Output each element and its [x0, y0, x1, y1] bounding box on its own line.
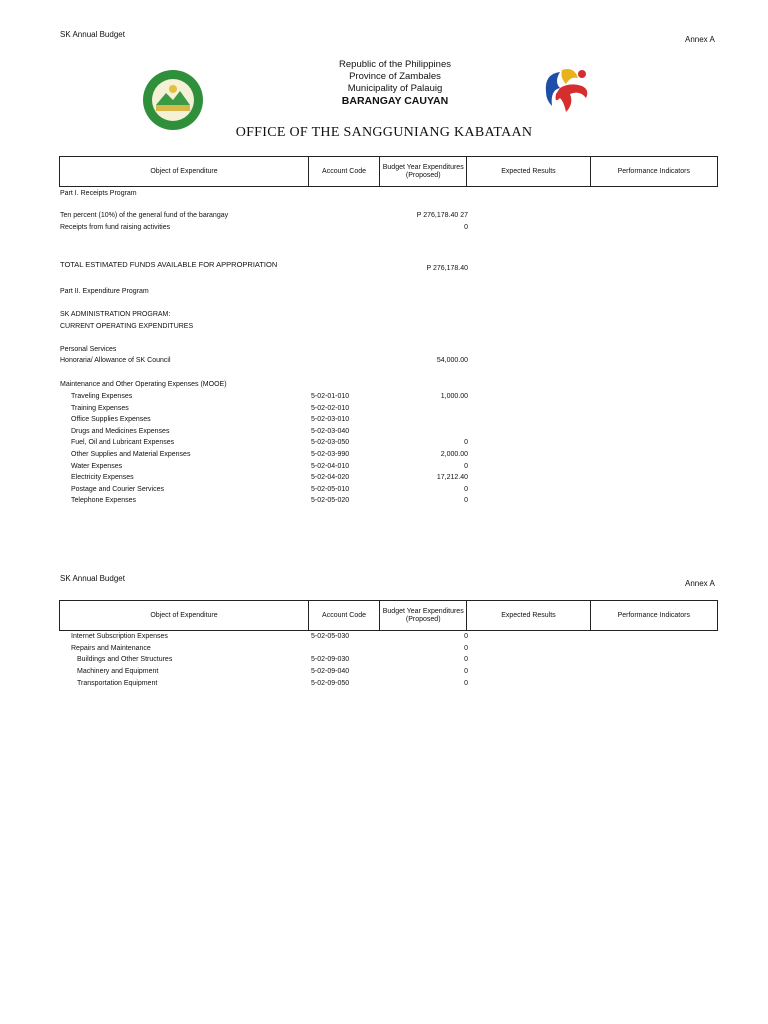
- expense-item-amount: 0: [464, 644, 468, 652]
- mooe-item-account-code: 5-02-03-050: [311, 439, 350, 447]
- doc-label: SK Annual Budget: [60, 574, 125, 583]
- total-funds-label: TOTAL ESTIMATED FUNDS AVAILABLE FOR APPROPRIATION: [60, 260, 278, 269]
- col-performance-indicators: Performance Indicators: [590, 157, 717, 187]
- mooe-item-amount: 0: [464, 485, 468, 493]
- receipt-label: Receipts from fund raising activities: [60, 224, 171, 231]
- col-object: Object of Expenditure: [60, 157, 309, 187]
- col-expected-results: Expected Results: [467, 601, 590, 631]
- mooe-item-account-code: 5-02-04-010: [311, 462, 350, 470]
- ps-item-amount: 54,000.00: [436, 357, 468, 364]
- annex-label: Annex A: [685, 35, 715, 44]
- mooe-item-amount: 0: [464, 439, 468, 447]
- expense-item-account-code: 5-02-05-030: [311, 633, 350, 640]
- mooe-item-account-code: 5-02-03-040: [311, 427, 350, 435]
- mooe-item-label: Electricity Expenses: [71, 474, 134, 482]
- personal-services-heading: Personal Services: [60, 346, 117, 353]
- annex-label: Annex A: [685, 579, 715, 588]
- mooe-item-label: Water Expenses: [71, 462, 123, 470]
- col-budget-year: Budget Year Expenditures (Proposed): [380, 157, 467, 187]
- mooe-item-label: Traveling Expenses: [71, 393, 133, 400]
- part2-heading: Part II. Expenditure Program: [60, 288, 149, 295]
- mooe-item-account-code: 5-02-01-010: [311, 393, 350, 400]
- expense-item-account-code: 5-02-09-050: [311, 679, 350, 687]
- expense-item-label: Machinery and Equipment: [77, 668, 159, 676]
- mooe-item-amount: 1,000.00: [440, 393, 468, 400]
- header-republic: Republic of the Philippines: [339, 59, 451, 70]
- col-budget-year: Budget Year Expenditures (Proposed): [380, 601, 467, 631]
- mooe-item-label: Postage and Courier Services: [71, 485, 164, 493]
- mooe-item-amount: 17,212.40: [436, 474, 468, 482]
- expense-item-label: Internet Subscription Expenses: [71, 633, 168, 640]
- barangay-seal-logo: [142, 69, 204, 131]
- expense-item-label: Transportation Equipment: [77, 679, 158, 687]
- mooe-item-label: Training Expenses: [71, 404, 129, 412]
- mooe-item-amount: 0: [464, 497, 468, 505]
- mooe-item-account-code: 5-02-03-990: [311, 451, 350, 458]
- receipt-amount: P 276,178.40 27: [416, 212, 468, 219]
- mooe-item-account-code: 5-02-03-010: [311, 416, 350, 424]
- expense-item-account-code: 5-02-09-030: [311, 656, 350, 664]
- col-account-code: Account Code: [308, 157, 379, 187]
- column-header-table: [59, 600, 718, 631]
- header-province: Province of Zambales: [349, 71, 441, 82]
- mooe-item-account-code: 5-02-05-020: [311, 497, 350, 505]
- program-heading: SK ADMINISTRATION PROGRAM:: [60, 311, 171, 318]
- expense-item-label: Buildings and Other Structures: [77, 656, 173, 664]
- doc-label: SK Annual Budget: [60, 30, 125, 39]
- header-municipality: Municipality of Palauig: [347, 83, 443, 94]
- mooe-item-account-code: 5-02-02-010: [311, 404, 350, 412]
- office-title: OFFICE OF THE SANGGUNIANG KABATAAN: [235, 125, 533, 140]
- expense-item-label: Repairs and Maintenance: [71, 644, 151, 652]
- col-performance-indicators: Performance Indicators: [590, 601, 717, 631]
- expense-item-amount: 0: [464, 633, 468, 640]
- program-subheading: CURRENT OPERATING EXPENDITURES: [60, 323, 194, 330]
- mooe-item-label: Office Supplies Expenses: [71, 416, 151, 424]
- mooe-item-amount: 2,000.00: [440, 451, 468, 458]
- mooe-item-label: Fuel, Oil and Lubricant Expenses: [71, 439, 175, 447]
- mooe-item-account-code: 5-02-04-020: [311, 474, 350, 482]
- mooe-item-account-code: 5-02-05-010: [311, 485, 350, 493]
- expense-item-amount: 0: [464, 668, 468, 676]
- ps-item-label: Honoraria/ Allowance of SK Council: [60, 357, 171, 364]
- expense-item-account-code: 5-02-09-040: [311, 668, 350, 676]
- mooe-item-label: Drugs and Medicines Expenses: [71, 427, 170, 435]
- mooe-item-amount: 0: [464, 462, 468, 470]
- expense-item-amount: 0: [464, 656, 468, 664]
- barangay-name: BARANGAY CAUYAN: [341, 95, 449, 107]
- receipt-amount: 0: [464, 224, 468, 231]
- part1-heading: Part I. Receipts Program: [60, 190, 137, 197]
- col-object: Object of Expenditure: [60, 601, 309, 631]
- expense-item-amount: 0: [464, 679, 468, 687]
- mooe-item-label: Other Supplies and Material Expenses: [71, 451, 191, 458]
- total-funds-amount: P 276,178.40: [426, 265, 468, 272]
- column-header-table: [59, 156, 718, 187]
- sk-logo: [540, 64, 596, 116]
- mooe-item-label: Telephone Expenses: [71, 497, 136, 505]
- col-expected-results: Expected Results: [467, 157, 590, 187]
- receipt-label: Ten percent (10%) of the general fund of the barangay: [60, 212, 229, 219]
- col-account-code: Account Code: [308, 601, 379, 631]
- mooe-heading: Maintenance and Other Operating Expenses (MOOE): [60, 381, 227, 388]
